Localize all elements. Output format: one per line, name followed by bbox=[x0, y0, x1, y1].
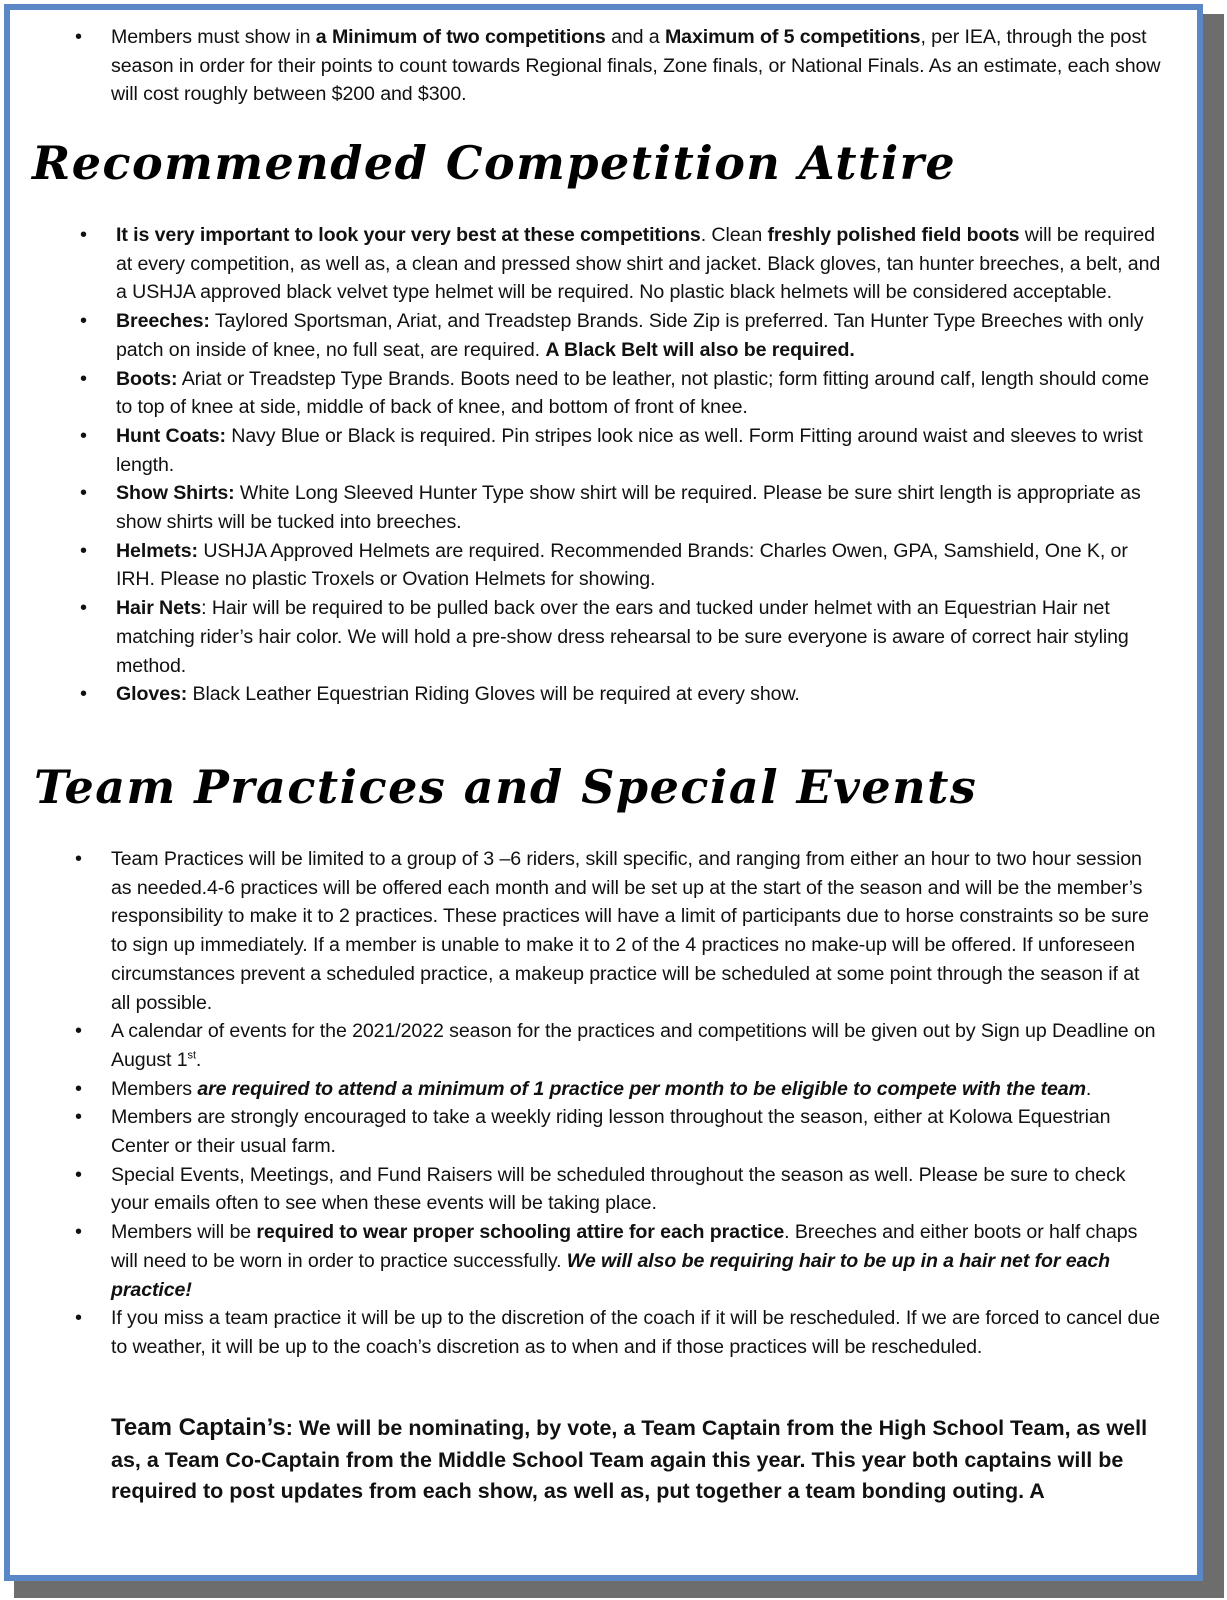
list-item: • Show Shirts: White Long Sleeved Hunter Type show shirt will be required. Please be sure shirt length is appropriate as show shirts will be tucked into breeches. bbox=[116, 479, 1162, 536]
team-captain-paragraph: Team Captain’s: We will be nominating, by vote, a Team Captain from the High School Team, as well as, a Team Co-Captain from the Middle School Team again this year. This year both captains will be required to post updates from each show, as well as, put together a team bonding outing. A bbox=[111, 1414, 1148, 1503]
list-item: • If you miss a team practice it will be up to the discretion of the coach if it will be rescheduled. If we are forced to cancel due to weather, it will be up to the coach’s discretion as to when and if those practices will be rescheduled. bbox=[111, 1304, 1163, 1361]
team-heading: Team Practices and Special Events bbox=[34, 760, 978, 814]
team-list bbox=[111, 845, 1163, 1362]
list-item: • Team Practices will be limited to a group of 3 –6 riders, skill specific, and ranging from either an hour to two hour session as needed.4-6 practices will be offered each month and will be set up at the start of the season and will be the member’s responsibility to make it to 2 practices. These practices will have a limit of participants due to horse constraints so be sure to sign up immediately. If a member is unable to make it to 2 of the 4 practices no make-up will be offered. If unforeseen circumstances prevent a scheduled practice, a makeup practice will be scheduled at some point through the season if at all possible. bbox=[111, 845, 1163, 1017]
list-item: • Gloves: Black Leather Equestrian Riding Gloves will be required at every show. bbox=[116, 680, 1162, 709]
list-item: • A calendar of events for the 2021/2022 season for the practices and competitions will be given out by Sign up Deadline on August 1st. bbox=[111, 1017, 1163, 1074]
list-item: • Members must show in a Minimum of two competitions and a Maximum of 5 competitions, per IEA, through the post season in order for their points to count towards Regional finals, Zone finals, or National Finals. As an estimate, each show will cost roughly between $200 and $300. bbox=[111, 23, 1161, 109]
list-item: • Helmets: USHJA Approved Helmets are required. Recommended Brands: Charles Owen, GPA, Samshield, One K, or IRH. Please no plastic Troxels or Ovation Helmets for showing. bbox=[116, 537, 1162, 594]
list-item: • Members are required to attend a minimum of 1 practice per month to be eligible to compete with the team. bbox=[111, 1075, 1163, 1104]
list-item: • Hair Nets: Hair will be required to be pulled back over the ears and tucked under helmet with an Equestrian Hair net matching rider’s hair color. We will hold a pre-show dress rehearsal to be sure everyone is aware of correct hair styling method. bbox=[116, 594, 1162, 680]
list-item: • Members will be required to wear proper schooling attire for each practice. Breeches and either boots or half chaps will need to be worn in order to practice successfully. We will also be requiring hair to be up in a hair net for each practice! bbox=[111, 1218, 1163, 1304]
list-item: • Members are strongly encouraged to take a weekly riding lesson throughout the season, either at Kolowa Equestrian Center or their usual farm. bbox=[111, 1103, 1163, 1160]
list-item: • Boots: Ariat or Treadstep Type Brands. Boots need to be leather, not plastic; form fitting around calf, length should come to top of knee at side, middle of back of knee, and bottom of front of knee. bbox=[116, 365, 1162, 422]
list-item: • Hunt Coats: Navy Blue or Black is required. Pin stripes look nice as well. Form Fitting around waist and sleeves to wrist length. bbox=[116, 422, 1162, 479]
attire-list bbox=[116, 221, 1162, 709]
attire-heading: Recommended Competition Attire bbox=[32, 136, 957, 190]
intro-list bbox=[111, 23, 1161, 109]
list-item: • Breeches: Taylored Sportsman, Ariat, and Treadstep Brands. Side Zip is preferred. Tan Hunter Type Breeches with only patch on inside of knee, no full seat, are required. A Black Belt will also be required. bbox=[116, 307, 1162, 364]
list-item: • It is very important to look your very best at these competitions. Clean freshly polished field boots will be required at every competition, as well as, a clean and pressed show shirt and jacket. Black gloves, tan hunter breeches, a belt, and a USHJA approved black velvet type helmet will be required. No plastic black helmets will be considered acceptable. bbox=[116, 221, 1162, 307]
list-item: • Special Events, Meetings, and Fund Raisers will be scheduled throughout the season as well. Please be sure to check your emails often to see when these events will be taking place. bbox=[111, 1161, 1163, 1218]
